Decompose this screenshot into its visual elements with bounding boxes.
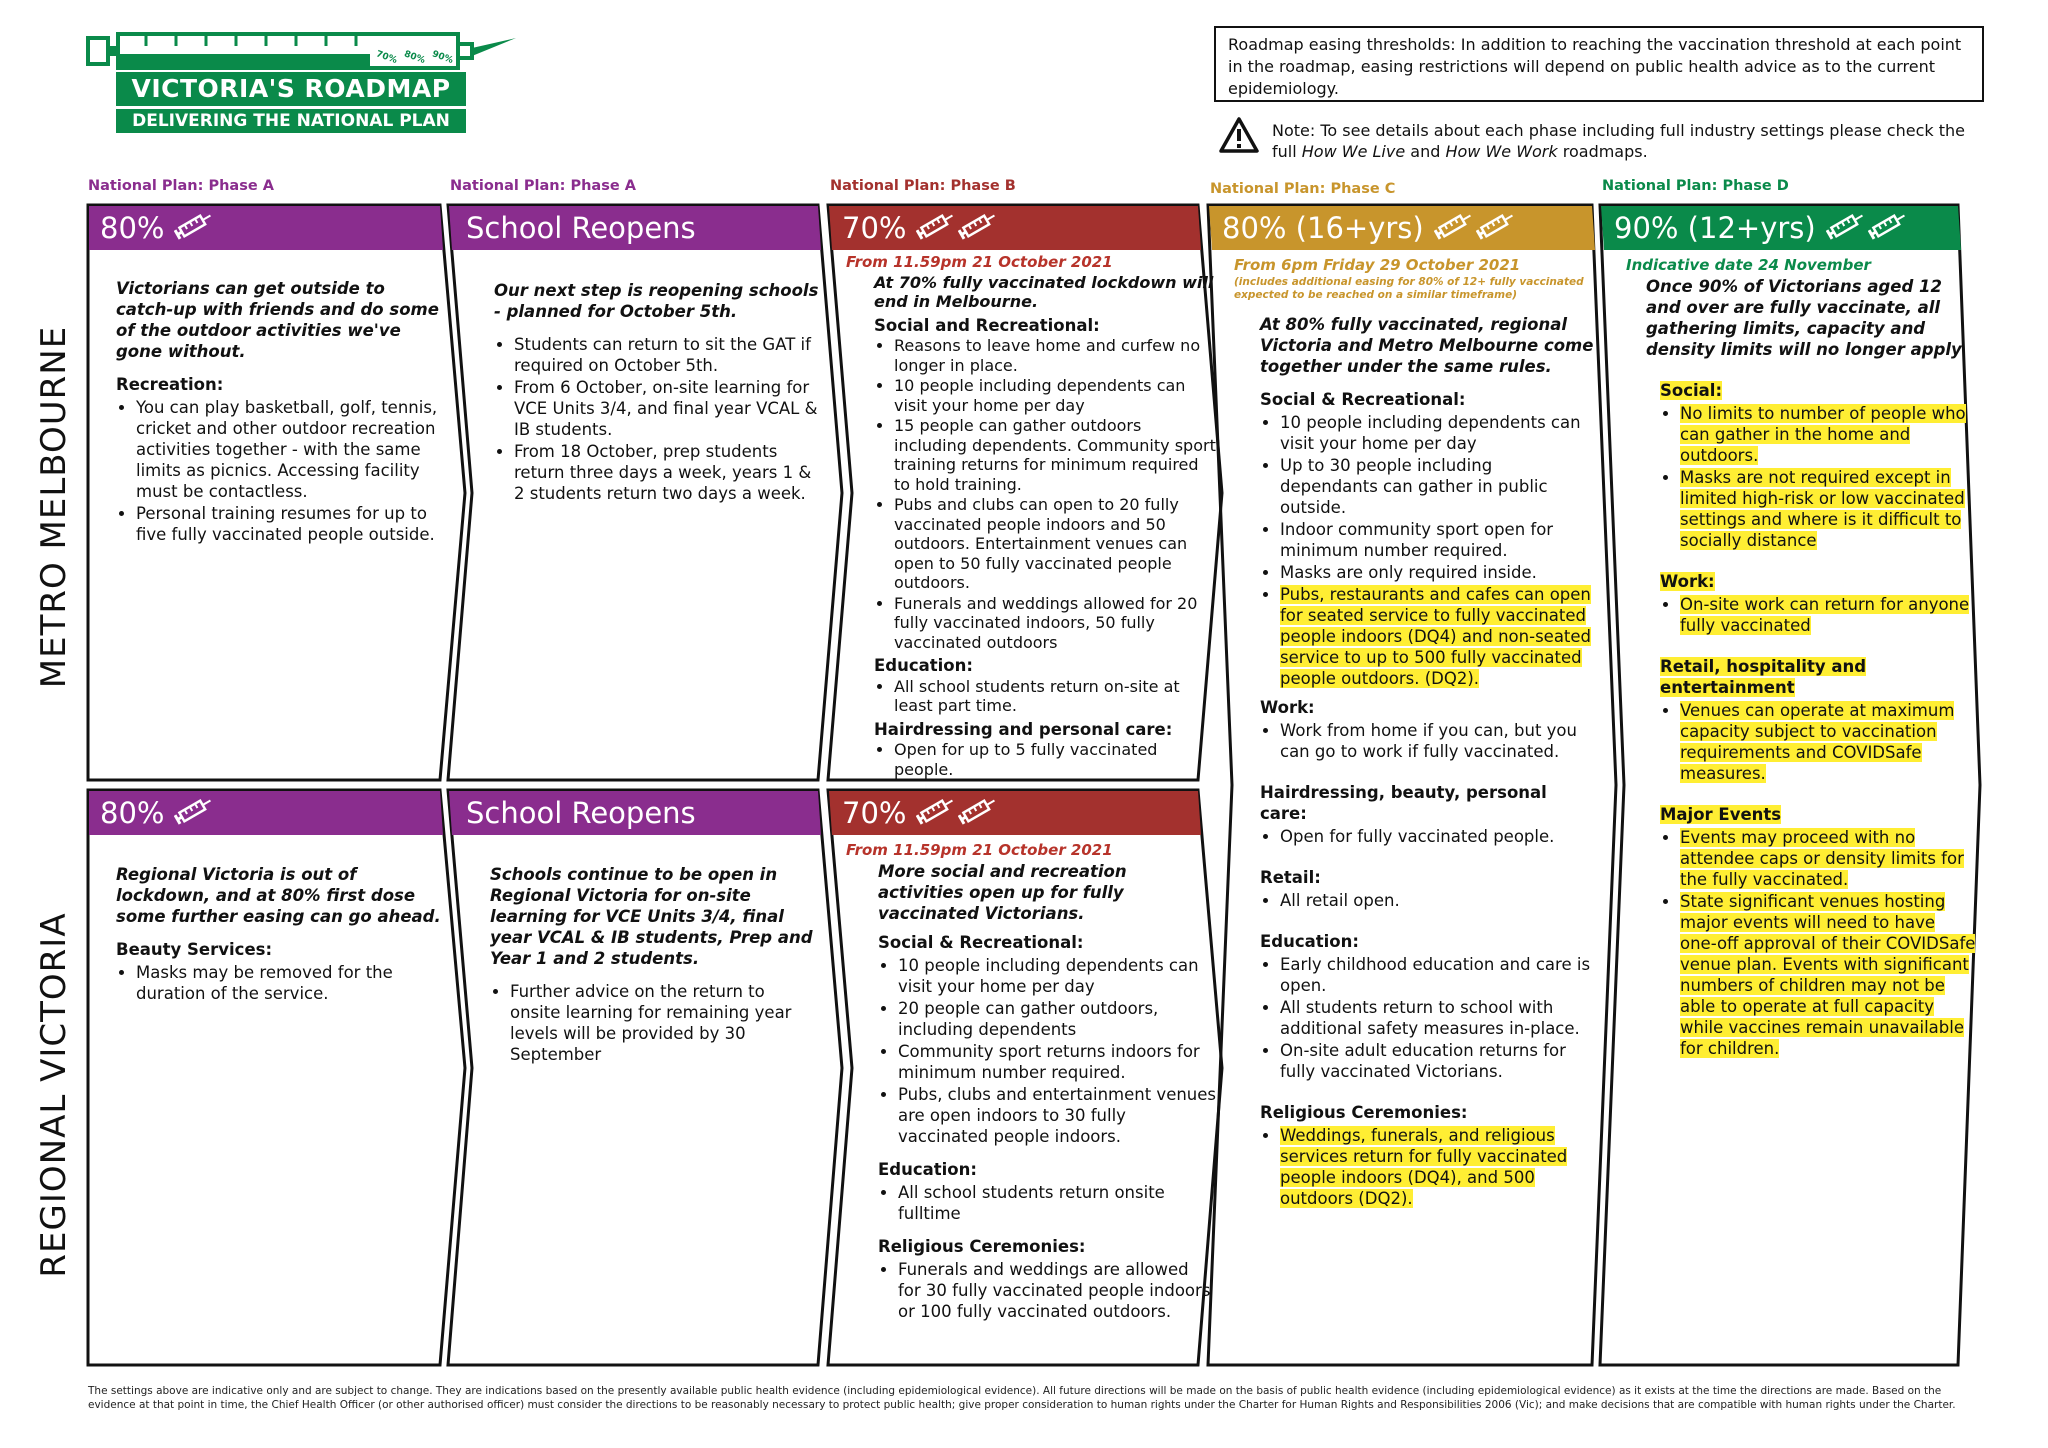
section-heading xyxy=(1660,656,1976,698)
highlighted-text: State significant venues hosting major events will need to have one-off approval of their COVIDSafe venue plan. Events with significant numbers of children may not be able to operate at full capacity while vaccines remain unavailable for children. xyxy=(1680,892,1976,1058)
list-item: • Further advice on the return to onsite learning for remaining year levels will be provided by 30 September xyxy=(510,981,818,1065)
panel-phase-c xyxy=(1234,255,1594,1210)
list-item-highlighted xyxy=(1280,584,1594,689)
header-phase-d xyxy=(1606,206,1908,250)
list-item: • Pubs, clubs and entertainment venues are open indoors to 30 fully vaccinated people indoors. xyxy=(898,1084,1216,1147)
list-item-highlighted xyxy=(1280,1125,1594,1209)
list-item: • 10 people including dependents can visit your home per day xyxy=(1280,412,1594,454)
header-regional-b xyxy=(834,791,998,835)
logo-mark-70: 70% xyxy=(374,49,399,67)
row-label-metro: METRO MELBOURNE xyxy=(34,325,74,689)
intro: Our next step is reopening schools - planned for October 5th. xyxy=(494,281,819,321)
list-item: • Funerals and weddings allowed for 20 fully vaccinated indoors, 50 fully vaccinated outdoors xyxy=(894,594,1216,653)
logo-mark-80: 80% xyxy=(402,49,427,67)
list-item: • Reasons to leave home and curfew no longer in place. xyxy=(894,336,1216,375)
section-heading: Education: xyxy=(874,656,973,675)
list-item: • 10 people including dependents can visit your home per day xyxy=(898,955,1216,997)
intro: Regional Victoria is out of lockdown, and at 80% first dose some further easing can go ahead. xyxy=(116,865,441,926)
section-heading: Retail: xyxy=(1260,868,1321,887)
list-item: • Masks are only required inside. xyxy=(1280,562,1594,583)
header-metro-a-label: 80% xyxy=(100,211,165,245)
how-we-live-link: How We Live xyxy=(1301,142,1406,161)
phase-label-c: National Plan: Phase C xyxy=(1210,181,1396,197)
footer-disclaimer: The settings above are indicative only and are subject to change. They are indications based on the presently available public health evidence (including epidemiological evidence). All future directions will be made on the basis of public health evidence (including epidemiological evidence) as it exists at the time the directions are made. Based on the evidence at that point in time, the Chief Health Officer (or other authorised officer) must consider the directions to be reasonably necessary to protect public health; give proper consideration to human rights under the Charter for Human Rights and Responsibilities 2006 (Vic); and make decisions that are compatible with human rights under the Charter. xyxy=(88,1385,1956,1411)
section-heading: Religious Ceremonies: xyxy=(1260,1103,1468,1122)
list-item: • Personal training resumes for up to five fully vaccinated people outside. xyxy=(136,503,446,545)
list-item: • Work from home if you can, but you can go to work if fully vaccinated. xyxy=(1280,720,1594,762)
phase-label-b: National Plan: Phase B xyxy=(830,178,1016,194)
list-item: • All students return to school with additional safety measures in-place. xyxy=(1280,997,1594,1039)
section-heading: Education: xyxy=(878,1160,977,1179)
intro: Schools continue to be open in Regional Victoria for on-site learning for VCE Units 3/4, final year VCAL & IB students, Prep and Year 1 and 2 students. xyxy=(490,865,813,968)
highlighted-text: Venues can operate at maximum capacity subject to vaccination requirements and COVIDSafe measures. xyxy=(1680,701,1955,783)
highlighted-text: Pubs, restaurants and cafes can open for seated service to fully vaccinated people indoors (DQ4) and non-seated service to up to 500 fully vaccinated people outdoors. (DQ2). xyxy=(1280,585,1592,688)
list-item: • All school students return onsite fulltime xyxy=(898,1182,1216,1224)
header-phase-d-label: 90% (12+yrs) xyxy=(1614,211,1816,245)
syringe-icon xyxy=(958,793,998,837)
row-label-regional: REGIONAL VICTORIA xyxy=(34,912,74,1278)
list-item: • Funerals and weddings are allowed for 30 fully vaccinated people indoors or 100 fully vaccinated outdoors. xyxy=(898,1259,1216,1322)
highlighted-heading: Major Events xyxy=(1660,805,1782,824)
list-item: • From 18 October, prep students return three days a week, years 1 & 2 students return two days a week. xyxy=(514,441,820,504)
threshold-box: Roadmap easing thresholds: In addition to reaching the vaccination threshold at each point in the roadmap, easing restrictions will depend on public health advice as to the current epidemiology. xyxy=(1214,26,1984,102)
syringe-icon xyxy=(1434,208,1474,252)
list-item: • All retail open. xyxy=(1280,890,1594,911)
header-metro-school: School Reopens xyxy=(466,211,696,245)
list-item: • Students can return to sit the GAT if required on October 5th. xyxy=(514,334,820,376)
logo-subtitle: DELIVERING THE NATIONAL PLAN xyxy=(116,109,466,133)
section-heading: Hairdressing and personal care: xyxy=(874,719,1173,739)
intro: At 70% fully vaccinated lockdown will end in Melbourne. xyxy=(874,272,1214,311)
list-item-highlighted xyxy=(1680,403,1976,466)
panel-phase-d xyxy=(1626,255,1976,1060)
highlighted-text: Masks are not required except in limited high-risk or low vaccinated settings and where is it difficult to socially distance xyxy=(1680,468,1965,550)
panel-regional-b xyxy=(846,840,1216,1323)
list-item-highlighted xyxy=(1680,891,1976,1059)
intro: At 80% fully vaccinated, regional Victoria and Metro Melbourne come together under the same rules. xyxy=(1260,315,1594,376)
phase-label-d: National Plan: Phase D xyxy=(1602,178,1789,194)
list-item-highlighted xyxy=(1680,594,1976,636)
syringe-icon xyxy=(916,793,956,837)
panel-metro-school xyxy=(494,280,820,505)
header-metro-b xyxy=(834,206,998,250)
syringe-icon xyxy=(1476,208,1516,252)
note-and: and xyxy=(1405,142,1446,161)
header-metro-a xyxy=(92,206,214,250)
highlighted-text: On-site work can return for anyone fully vaccinated xyxy=(1680,595,1970,635)
highlighted-text: Weddings, funerals, and religious services return for fully vaccinated people indoors (DQ4), and 500 outdoors (DQ2). xyxy=(1280,1126,1568,1208)
list-item-highlighted xyxy=(1680,700,1976,784)
intro: Once 90% of Victorians aged 12 and over are fully vaccinate, all gathering limits, capacity and density limits will no longer apply xyxy=(1646,277,1962,359)
syringe-icon xyxy=(174,793,214,837)
section-heading: Recreation: xyxy=(116,375,224,394)
date: From 6pm Friday 29 October 2021 xyxy=(1234,256,1521,274)
section-heading: Social & Recreational: xyxy=(878,933,1084,952)
section-heading: Work: xyxy=(1260,698,1315,717)
list-item: • Early childhood education and care is open. xyxy=(1280,954,1594,996)
header-regional-b-label: 70% xyxy=(842,796,907,830)
list-item: • Up to 30 people including dependants can gather in public outside. xyxy=(1280,455,1594,518)
highlighted-heading: Retail, hospitality and entertainment xyxy=(1660,657,1867,697)
header-phase-c-label: 80% (16+yrs) xyxy=(1222,211,1424,245)
highlighted-heading: Work: xyxy=(1660,572,1715,591)
how-we-work-link: How We Work xyxy=(1445,142,1558,161)
section-heading: Social and Recreational: xyxy=(874,315,1100,335)
syringe-icon xyxy=(174,208,214,252)
header-regional-school: School Reopens xyxy=(466,796,696,830)
section-heading xyxy=(1660,571,1976,592)
section-heading xyxy=(1660,380,1976,401)
section-heading: Social & Recreational: xyxy=(1260,390,1466,409)
list-item: • From 6 October, on-site learning for VCE Units 3/4, and final year VCAL & IB students. xyxy=(514,377,820,440)
date: Indicative date 24 November xyxy=(1626,256,1871,274)
date: From 11.59pm 21 October 2021 xyxy=(846,841,1113,859)
list-item: • Indoor community sport open for minimum number required. xyxy=(1280,519,1594,561)
panel-regional-school xyxy=(490,864,818,1066)
syringe-icon xyxy=(1826,208,1866,252)
list-item: • All school students return on-site at least part time. xyxy=(894,677,1216,716)
list-item: • Community sport returns indoors for minimum number required. xyxy=(898,1041,1216,1083)
logo-mark-90: 90% xyxy=(430,49,455,67)
panel-metro-b xyxy=(846,253,1216,780)
header-regional-a-label: 80% xyxy=(100,796,165,830)
phase-label-a2: National Plan: Phase A xyxy=(450,178,636,194)
intro: Victorians can get outside to catch-up with friends and do some of the outdoor activities we've gone without. xyxy=(116,279,439,361)
panel-metro-a xyxy=(116,278,446,546)
list-item: • Open for fully vaccinated people. xyxy=(1280,826,1594,847)
syringe-icon xyxy=(1868,208,1908,252)
highlighted-text: No limits to number of people who can gather in the home and outdoors. xyxy=(1680,404,1966,465)
section-heading: Hairdressing, beauty, personal care: xyxy=(1260,783,1547,823)
phase-label-a1: National Plan: Phase A xyxy=(88,178,274,194)
list-item: • 10 people including dependents can visit your home per day xyxy=(894,376,1216,415)
note-suffix: roadmaps. xyxy=(1557,142,1648,161)
list-item: • Masks may be removed for the duration of the service. xyxy=(136,962,452,1004)
note-prefix: Note: To see details about each phase including full industry settings please check the full xyxy=(1272,121,1965,161)
syringe-icon xyxy=(916,208,956,252)
list-item: • You can play basketball, golf, tennis, cricket and other outdoor recreation activities together - with the same limits as picnics. Accessing facility must be contactless. xyxy=(136,397,446,502)
syringe-icon xyxy=(958,208,998,252)
intro: More social and recreation activities open up for fully vaccinated Victorians. xyxy=(878,862,1127,923)
date: From 11.59pm 21 October 2021 xyxy=(846,253,1113,271)
header-phase-c xyxy=(1214,206,1516,250)
section-heading xyxy=(1660,804,1976,825)
section-heading: Religious Ceremonies: xyxy=(878,1237,1086,1256)
date-note: (includes additional easing for 80% of 12+ fully vaccinated expected to be reached on a similar timeframe) xyxy=(1234,276,1584,301)
list-item: • On-site adult education returns for fully vaccinated Victorians. xyxy=(1280,1040,1594,1082)
panel-regional-a xyxy=(116,864,452,1005)
highlighted-heading: Social: xyxy=(1660,381,1723,400)
list-item: • Open for up to 5 fully vaccinated people. xyxy=(894,740,1216,779)
header-regional-a xyxy=(92,791,214,835)
list-item-highlighted xyxy=(1680,467,1976,551)
list-item-highlighted xyxy=(1680,827,1976,890)
highlighted-text: Events may proceed with no attendee caps or density limits for the fully vaccinated. xyxy=(1680,828,1964,889)
list-item: • 15 people can gather outdoors including dependents. Community sport training returns for minimum required to hold training. xyxy=(894,416,1216,494)
section-heading: Education: xyxy=(1260,932,1359,951)
header-metro-b-label: 70% xyxy=(842,211,907,245)
section-heading: Beauty Services: xyxy=(116,940,273,959)
list-item: • Pubs and clubs can open to 20 fully vaccinated people indoors and 50 outdoors. Entertainment venues can open to 50 fully vaccinated people outdoors. xyxy=(894,495,1216,593)
logo-title: VICTORIA'S ROADMAP xyxy=(116,72,466,106)
list-item: • 20 people can gather outdoors, including dependents xyxy=(898,998,1216,1040)
